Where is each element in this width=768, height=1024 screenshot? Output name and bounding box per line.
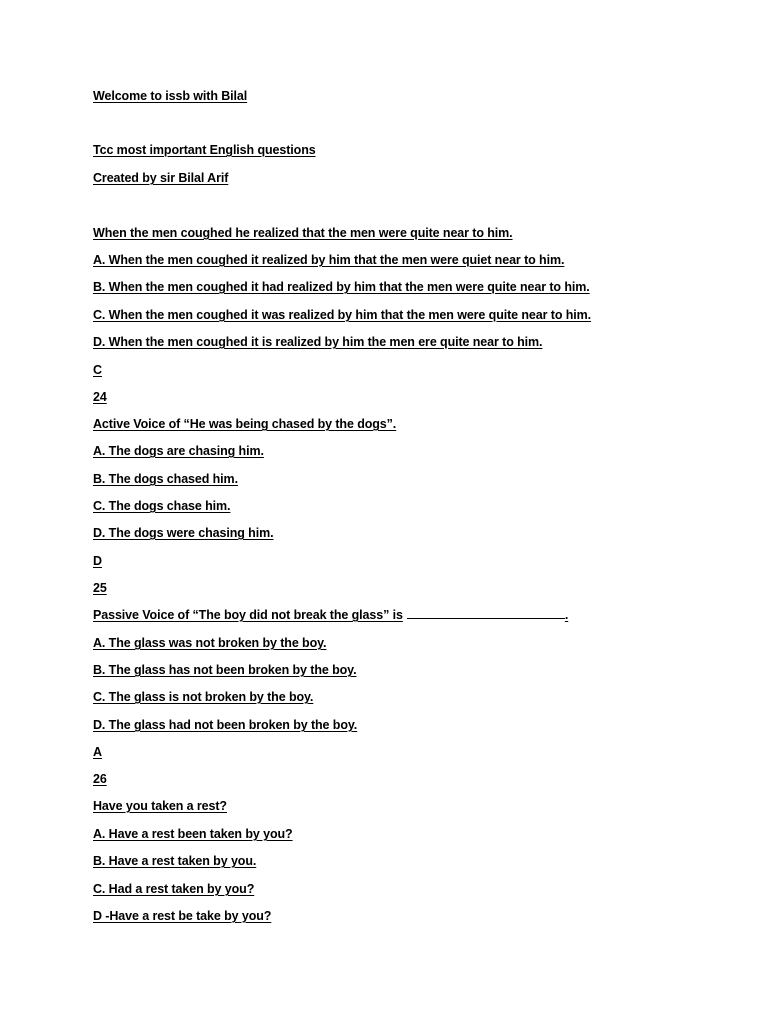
option-b: B. When the men coughed it had realized by him that the men were quite near to him. [93,280,590,294]
question-number: 25 [93,581,107,595]
question-number: 26 [93,772,107,786]
option-a: A. When the men coughed it realized by him that the men were quiet near to him. [93,253,565,267]
question-text: Active Voice of “He was being chased by the dogs”. [93,417,397,431]
question-end-mark: . [564,608,569,622]
question-stem: Passive Voice of “The boy did not break the glass” is [93,608,403,622]
option-d: D. When the men coughed it is realized by him the men ere quite near to him. [93,335,543,349]
option-d: D. The dogs were chasing him. [93,526,274,540]
answer-key: D [93,554,102,568]
fill-in-blank [407,607,565,619]
answer-key: C [93,363,102,377]
option-c: C. Had a rest taken by you? [93,882,255,896]
answer-key: A [93,745,102,759]
option-c: C. When the men coughed it was realized by him that the men were quite near to him. [93,308,592,322]
option-d: D. The glass had not been broken by the boy. [93,718,358,732]
option-c: C. The glass is not broken by the boy. [93,690,314,704]
question-text [93,607,568,623]
question-text: When the men coughed he realized that the men were quite near to him. [93,226,513,240]
option-b: B. Have a rest taken by you. [93,854,257,868]
option-d: D -Have a rest be take by you? [93,909,272,923]
question-number: 24 [93,390,107,404]
option-b: B. The glass has not been broken by the boy. [93,663,357,677]
option-b: B. The dogs chased him. [93,472,238,486]
document-subtitle: Tcc most important English questions [93,143,316,157]
option-c: C. The dogs chase him. [93,499,231,513]
option-a: A. The glass was not broken by the boy. [93,636,327,650]
welcome-heading: Welcome to issb with Bilal [93,89,248,103]
option-a: A. The dogs are chasing him. [93,444,264,458]
option-a: A. Have a rest been taken by you? [93,827,293,841]
author-line: Created by sir Bilal Arif [93,171,229,185]
question-text: Have you taken a rest? [93,799,227,813]
